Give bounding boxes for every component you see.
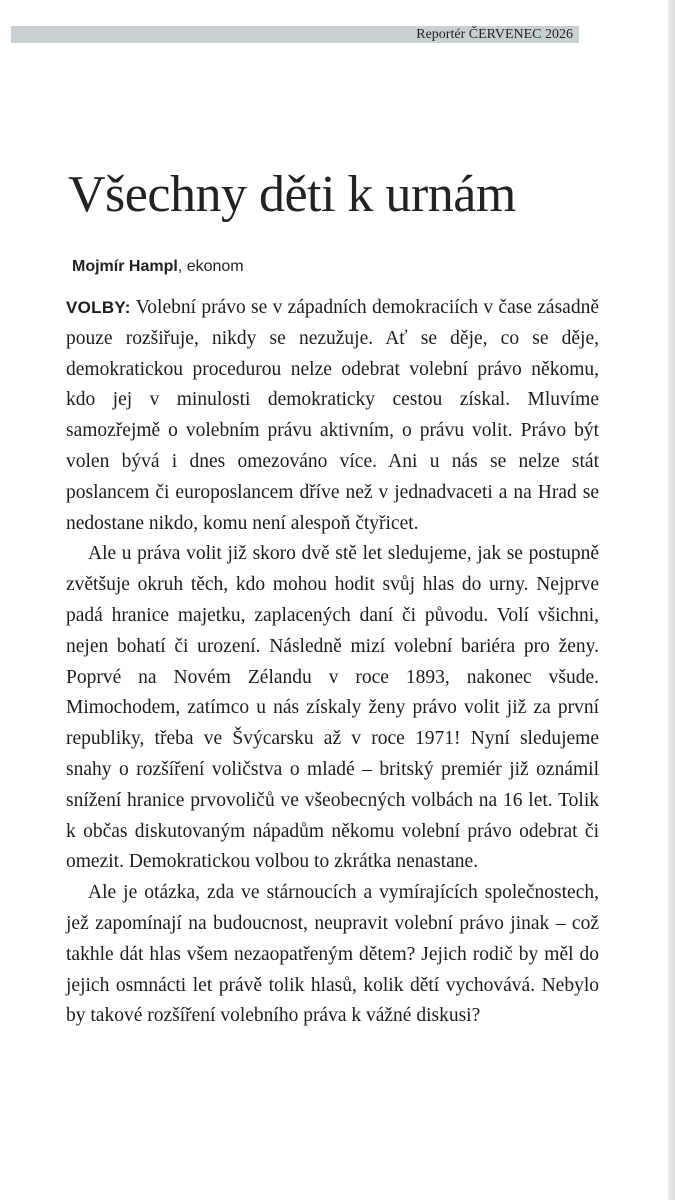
running-head: Reportér ČERVENEC 2026	[416, 27, 573, 42]
paragraph-3: Ale je otázka, zda ve stárnoucích a vymírajících společnostech, jež zapomínají na budoucnost, neupravit volební právo jinak – což takhle dát hlas všem nezaopatřeným dětem? Jejich rodič by měl do jejich osmnácti let právě tolik hlasů, kolik dětí vychovává. Nebylo by takové rozšíření volebního práva k vážné diskusi?	[66, 882, 599, 1027]
page-edge-shadow	[668, 0, 675, 1200]
paragraph-2: Ale u práva volit již skoro dvě stě let sledujeme, jak se postupně zvětšuje okruh těch, kdo mohou hodit svůj hlas do urny. Nejprve padá hranice majetku, zaplacených daní či původu. Volí všichni, nejen bohatí či urození. Následně mizí volební bariéra pro ženy. Poprvé na Novém Zélandu v roce 1893, nakonec všude. Mimochodem, zatímco u nás získaly ženy právo volit již za první republiky, třeba ve Švýcarsku až v roce 1971! Nyní sledujeme snahy o rozšíření voličstva o mladé – britský premiér již oznámil snížení hranice prvovoličů ve všeobecných volbách na 16 let. Tolik k občas diskutovaným nápadům někomu volební právo odebrat či omezit. Demokratickou volbou to zkrátka nenastane.	[66, 543, 599, 873]
article-body	[66, 293, 599, 1032]
article-title: Všechny děti k urnám	[68, 166, 516, 223]
paragraph-1	[66, 293, 599, 539]
lead-label: VOLBY:	[66, 298, 131, 317]
author-role: , ekonom	[177, 258, 244, 275]
running-header-bar	[11, 26, 579, 43]
author-name: Mojmír Hampl	[72, 258, 178, 275]
paragraph-1-text: Volební právo se v západních demokraciích v čase zásadně pouze rozšiřuje, nikdy se nezužuje. Ať se děje, co se děje, demokratickou procedurou nelze odebrat volební právo někomu, kdo jej v minulosti demokraticky cestou získal. Mluvíme samozřejmě o volebním právu aktivním, o právu volit. Právo být volen bývá i dnes omezováno více. Ani u nás se nelze stát poslancem či europoslancem dříve než v jednadvaceti a na Hrad se nedostane nikdo, komu není alespoň čtyřicet.	[66, 297, 599, 534]
byline	[72, 254, 244, 280]
